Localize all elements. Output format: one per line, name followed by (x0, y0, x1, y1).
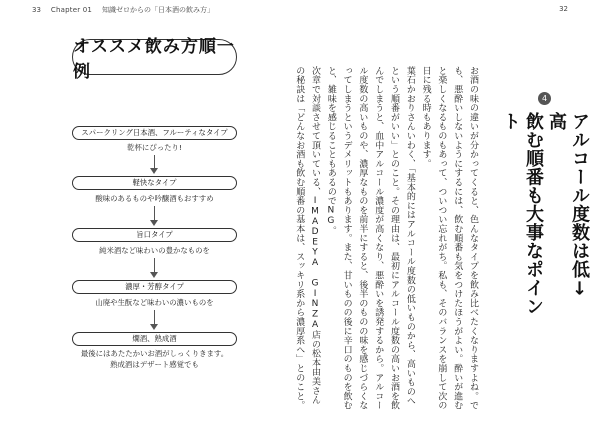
flow-step-3-description: 純米酒など味わいの豊かなものを (99, 246, 210, 255)
arrow-down-icon (150, 220, 158, 226)
page-number-right: 32 (559, 5, 568, 13)
flow-step-1-description: 乾杯にぴったり! (127, 143, 182, 152)
arrow-down-icon (150, 168, 158, 174)
flow-step-1: スパークリング日本酒、フルーティなタイプ (72, 126, 237, 140)
flow-connector (154, 258, 155, 273)
flow-step-4: 濃厚・芳醇タイプ (72, 280, 237, 294)
body-paragraph-3: 次章で対談させて頂いている、IMADEYA GINZA店の松本由美さんの秘訣は「どんなお酒も飲む順番の基本は、スッキリ系から濃厚系へ」とのこと。 (294, 66, 321, 411)
flow-connector (154, 155, 155, 169)
chapter-label: Chapter 01 (50, 6, 93, 14)
body-text (294, 66, 480, 411)
body-paragraph-2: 葉石かおりさんいわく、「基本的にはアルコール度数の低いものから、高いものへという順番がいい」とのこと。その理由は、最初にアルコール度数の高いお酒を飲んでしまうと、血中アルコール濃度が高くなり、悪酔いを誘発するから。アルコール度数の高いものや、濃厚なものを前半にすると、後半のものの味を感じづらくなってしまうというデメリットもあります。また、甘いものの後に辛口のものを飲むと、雑味を感じることもあるのでNG。 (325, 66, 415, 411)
number-badge-icon: 4 (538, 92, 551, 105)
flow-step-4-description: 山廃や生酛など味わいの濃いものを (95, 298, 214, 307)
chapter-title: 知識ゼロからの「日本酒の飲み方」 (102, 6, 215, 14)
flow-step-2-description: 酸味のあるものや吟醸酒もおすすめ (95, 194, 214, 203)
arrow-down-icon (150, 272, 158, 278)
headline-line-1: アルコール度数は低↓高 (546, 112, 590, 300)
left-page-title: オススメ飲み方順一例 (72, 39, 237, 75)
header-right (559, 5, 568, 13)
arrow-down-icon (150, 324, 158, 330)
page-number-left: 33 (32, 6, 41, 14)
flow-connector (154, 310, 155, 325)
flow-step-5: 燗酒、熟成酒 (72, 332, 237, 346)
right-page-headline (499, 112, 591, 317)
flow-connector (154, 206, 155, 221)
headline-line-2: 飲む順番も大事なポイント (500, 112, 544, 316)
flow-step-5-description: 最後にはあたたかいお酒がしっくりきます。 熟成酒はデザート感覚でも (80, 349, 229, 369)
flow-step-3: 旨口タイプ (72, 228, 237, 242)
flow-step-2: 軽快なタイプ (72, 176, 237, 190)
body-paragraph-1: お酒の味の違いが分かってくると、色んなタイプを飲み比べたくなりますよね。でも、悪酔いしないようにするには、飲む順番も気をつけたほうがよい。酔いが進むと楽しくなるものもあって、ついつい忘れがち。私も、そのバランスを崩して次の日に残る時もあります。 (420, 66, 478, 411)
